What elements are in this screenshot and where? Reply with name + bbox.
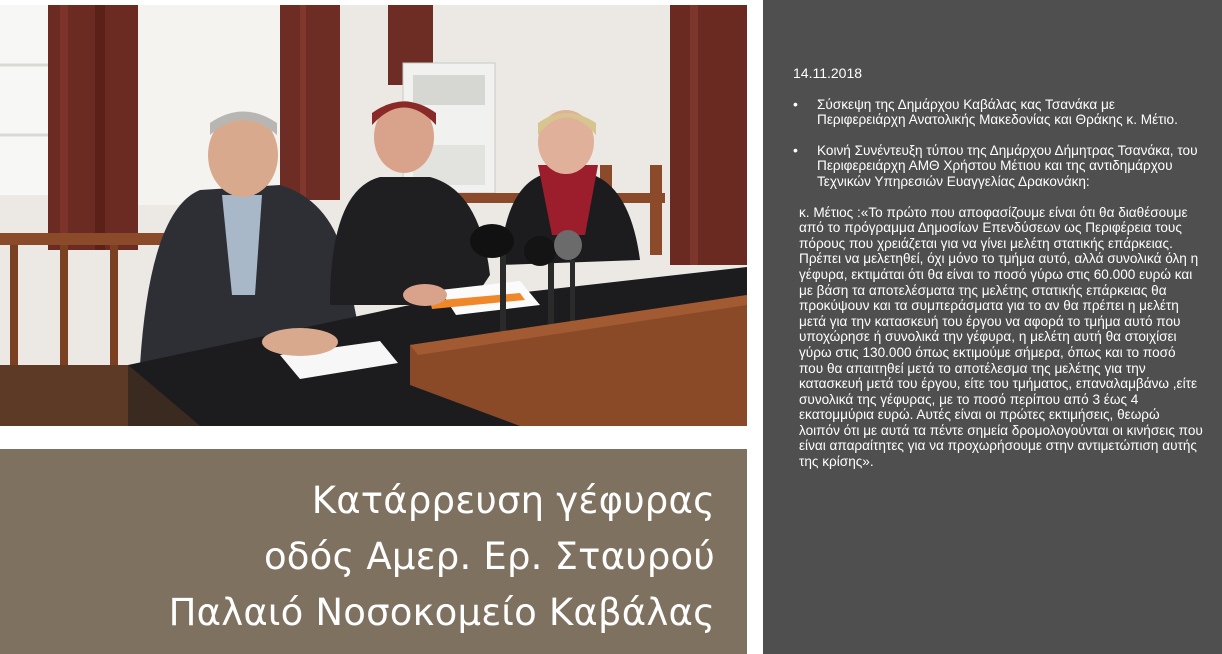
text-panel [763,0,1222,654]
headline-line-1: Κατάρρευση γέφυρας [311,479,715,522]
panel-content [793,66,1203,470]
bullet-item-press-conference [793,143,1203,190]
quote-text: κ. Μέτιος :«Το πρώτο που αποφασίζουμε είναι ότι θα διαθέσουμε από το πρόγραμμα Δημοσίων Επενδύσεων ως Περιφέρεια τους πόρους που χρειάζεται για να γίνει μελέτη στατικής επάρκειας. Πρέπει να μελετηθεί, όχι μόνο το τμήμα αυτό, αλλά συνολικά όλη η γέφυρα, εκτιμάται ότι θα είναι το ποσό γύρω στις 60.000 ευρώ και με βάση τα αποτελέσματα της μελέτης στατικής επάρκειας θα προκύψουν και τα συμπεράσματα για το αν θα πρέπει η μελέτη μετά για την κατασκευή του έργου να αφορά το τμήμα αυτό που υποχώρησε ή συνολικά την γέφυρα, η μελέτη αυτή θα στοιχίσει γύρω στις 130.000 όπως εκτιμούμε σήμερα, όπως και το ποσό που θα απαιτηθεί μετά το αποτέλεσμα της μελέτης για την κατασκευή μετά του έργου, είτε του τμήματος, επαναλαμβάνω ,είτε συνολικά της γέφυρας, με το ποσό περίπου από 3 έως 4 εκατομμύρια ευρώ. Αυτές είναι οι πρώτες εκτιμήσεις, θεωρώ λοιπόν ότι με αυτά τα πέντε σημεία δρομολογούνται οι κινήσεις που είναι απαραίτητες για να προχωρήσουμε στην αντιμετώπιση αυτής της κρίσης». [799,204,1203,470]
headline-line-2: οδός Αμερ. Ερ. Σταυρού [263,535,715,578]
bullet-icon: • [793,95,798,112]
bullet-text-press-conference: Κοινή Συνέντευξη τύπου της Δημάρχου Δήμητρας Τσανάκα, του Περιφερειάρχη ΑΜΘ Χρήστου Μέτιου και της αντιδημάρχου Τεχνικών Υπηρεσιών Ευαγγελίας Δρακονάκη: [817,142,1198,189]
press-conference-photo [0,5,747,426]
title-band [0,449,747,654]
headline-line-3: Παλαιό Νοσοκομείο Καβάλας [168,591,715,634]
bullet-icon: • [793,141,798,158]
bullet-item-meeting [793,97,1203,128]
date-label: 14.11.2018 [793,65,863,81]
quote-block [793,205,1203,470]
bullet-text-meeting: Σύσκεψη της Δημάρχου Καβάλας κας Τσανάκα με Περιφερειάρχη Ανατολικής Μακεδονίας και Θράκης κ. Μέτιο. [817,96,1178,128]
headline [169,473,715,641]
